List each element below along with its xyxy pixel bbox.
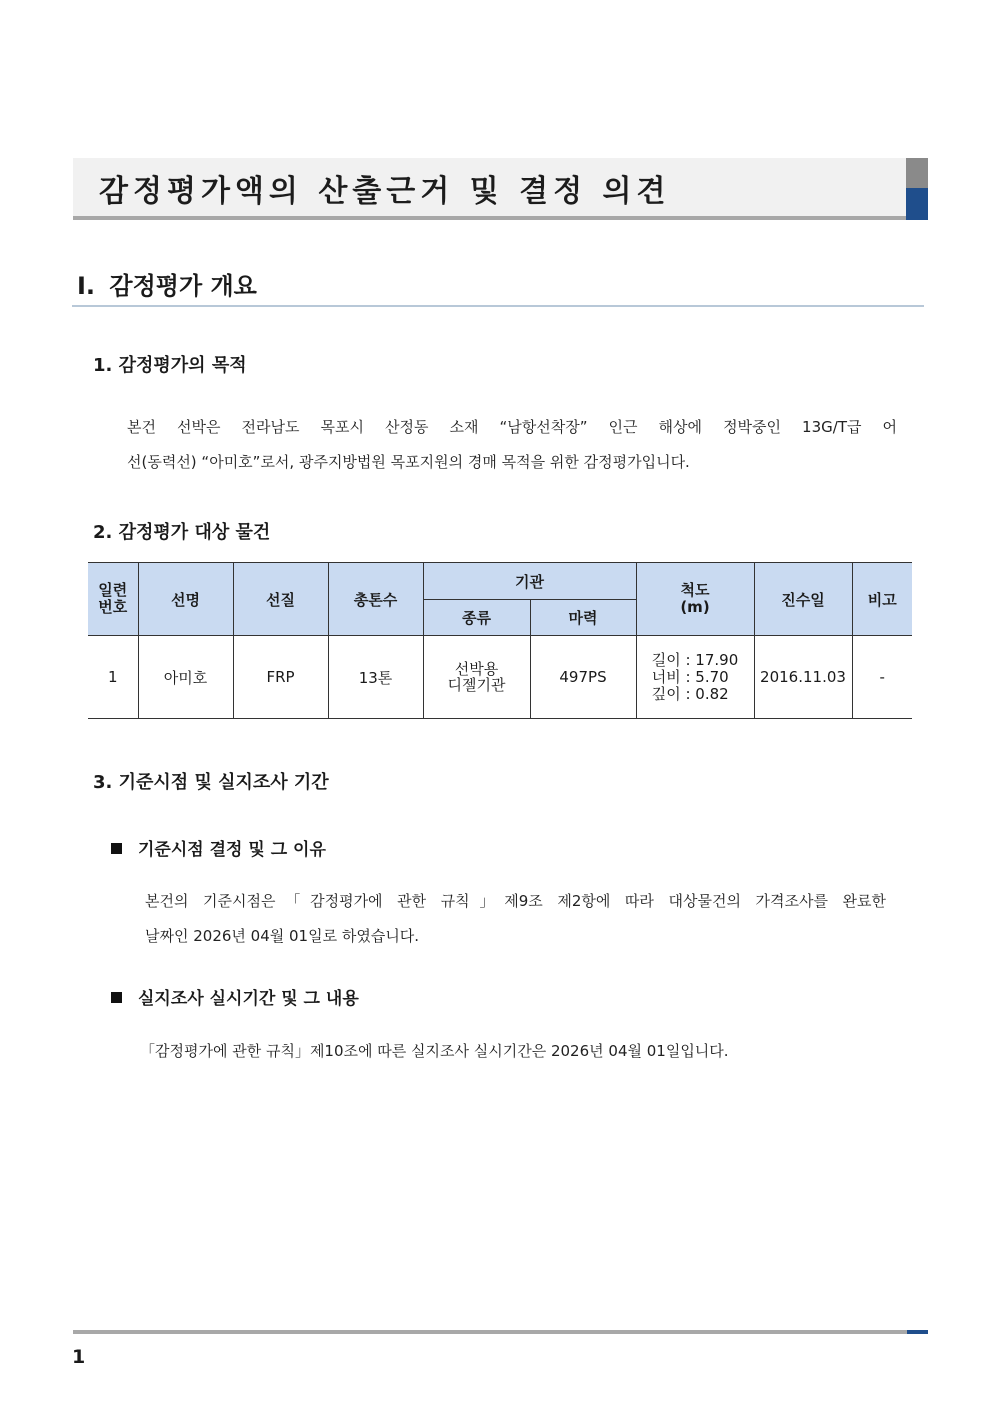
banner-tab-grey [906,158,928,188]
header-dimensions: 척도 (m) [636,563,754,636]
header-engine-type: 종류 [423,600,530,636]
title-banner [73,158,906,220]
cell-ship-name: 아미호 [138,636,233,719]
bullet-1-line-2: 날짜인 2026년 04월 01일로 하였습니다. [145,927,420,945]
cell-engine-power: 497PS [530,636,636,719]
header-serial: 일련 번호 [88,563,138,636]
target-heading: 2. 감정평가 대상 물건 [93,522,271,543]
section-heading [77,266,257,301]
header-engine-power: 마력 [530,600,636,636]
square-bullet-icon [111,843,122,854]
footer-divider [73,1330,907,1334]
square-bullet-icon [111,992,122,1003]
banner-tab-blue [906,188,928,220]
cell-note: - [852,636,912,719]
header-engine: 기관 [423,563,636,600]
purpose-line-1: 본건 선박은 전라남도 목포시 산정동 소재 “남항선착장” 인근 해상에 정박중인 13G/T급 어 [127,418,897,436]
header-material: 선질 [233,563,328,636]
page-number: 1 [72,1346,86,1368]
purpose-line-2: 선(동력선) “아미호”로서, 광주지방법원 목포지원의 경매 목적을 위한 감정평가입니다. [127,453,690,471]
purpose-heading: 1. 감정평가의 목적 [93,355,247,376]
footer-accent [907,1330,928,1334]
header-ship-name: 선명 [138,563,233,636]
bullet-1-text [145,884,886,954]
header-tonnage: 총톤수 [328,563,423,636]
document-title: 감정평가액의 산출근거 및 결정 의견 [99,174,671,209]
cell-serial: 1 [88,636,138,719]
header-launch-date: 진수일 [754,563,852,636]
bullet-2-text: 「감정평가에 관한 규칙」제10조에 따른 실지조사 실시기간은 2026년 04월 01일입니다. [140,1042,729,1060]
purpose-text [127,410,897,480]
section-title: 감정평가 개요 [109,272,257,300]
cell-engine-type: 선박용 디젤기관 [423,636,530,719]
section-number: Ⅰ. [77,272,96,300]
dim-length: 길이 : 17.90 [651,650,739,669]
cell-launch-date: 2016.11.03 [754,636,852,719]
header-note: 비고 [852,563,912,636]
cell-material: FRP [233,636,328,719]
section-divider [72,305,924,307]
bullet-heading-2: 실지조사 실시기간 및 그 내용 [111,984,359,1009]
cell-dimensions [636,636,754,719]
cell-tonnage: 13톤 [328,636,423,719]
dim-depth: 깊이 : 0.82 [651,684,729,703]
bullet-1-line-1: 본건의 기준시점은「감정평가에 관한 규칙」제9조 제2항에 따라 대상물건의 가격조사를 완료한 [145,892,886,910]
bullet-heading-1: 기준시점 결정 및 그 이유 [111,835,326,860]
target-table [88,562,912,719]
table-row [88,636,912,719]
dim-width: 너비 : 5.70 [651,667,729,686]
basis-heading: 3. 기준시점 및 실지조사 기간 [93,772,329,793]
